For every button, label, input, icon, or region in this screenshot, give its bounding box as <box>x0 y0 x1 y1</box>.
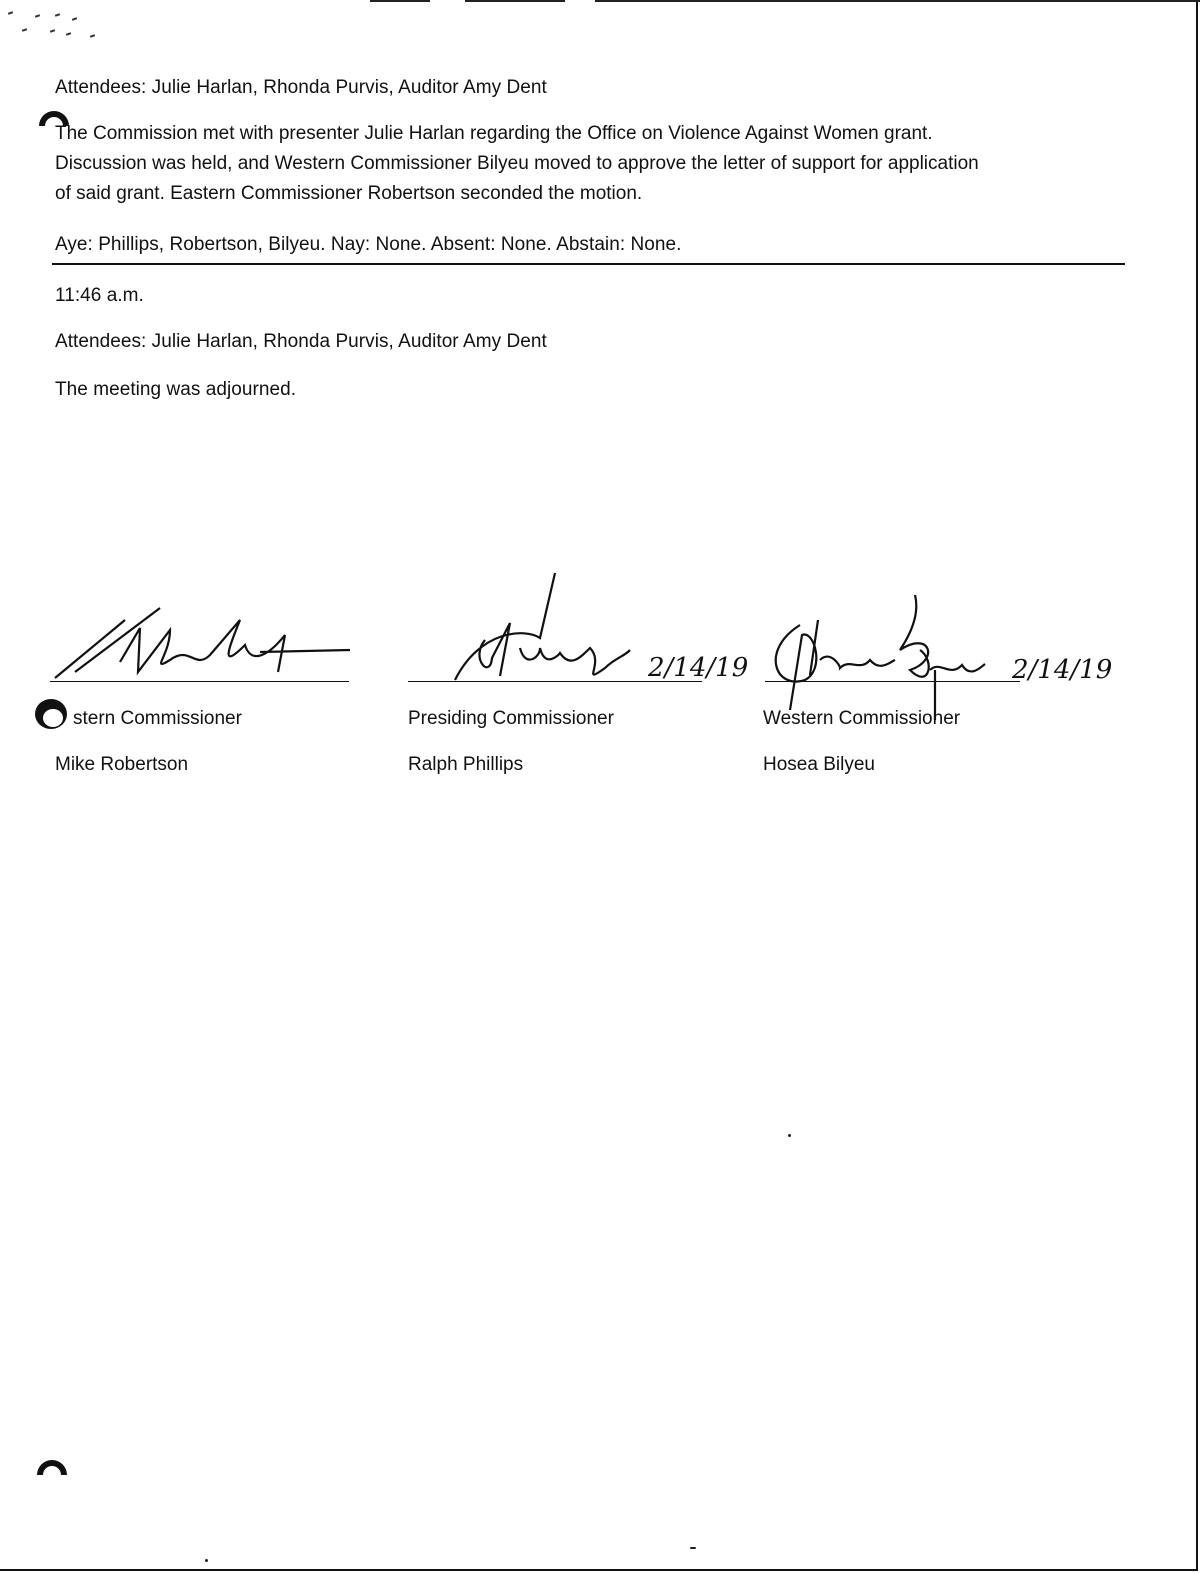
scan-speck <box>205 1559 208 1562</box>
signature-date: 2/14/19 <box>1012 655 1113 685</box>
hole-punch-icon <box>33 696 69 732</box>
attendees-line: Attendees: Julie Harlan, Rhonda Purvis, Auditor Amy Dent <box>55 77 547 98</box>
scan-speck <box>690 1547 696 1549</box>
paragraph-line: The Commission met with presenter Julie Harlan regarding the Office on Violence Against Women grant. <box>55 123 933 144</box>
scan-top-rule <box>465 0 565 2</box>
signature-line <box>50 681 349 682</box>
signature-date: 2/14/19 <box>648 653 749 683</box>
signature-line <box>765 681 1020 682</box>
signature-name: Mike Robertson <box>55 754 189 775</box>
signature-name: Hosea Bilyeu <box>763 754 875 775</box>
paragraph-line: of said grant. Eastern Commissioner Robertson seconded the motion. <box>55 183 643 204</box>
scan-top-rule <box>370 0 430 2</box>
signature-robertson <box>50 600 350 685</box>
signature-name: Ralph Phillips <box>408 754 524 775</box>
signature-title: stern Commissioner <box>73 708 242 729</box>
hole-punch-icon <box>34 1443 70 1479</box>
section-divider <box>52 263 1125 265</box>
hole-punch-icon <box>36 96 72 132</box>
scan-top-rule <box>595 0 1200 2</box>
attendees-line: Attendees: Julie Harlan, Rhonda Purvis, Auditor Amy Dent <box>55 331 547 352</box>
adjourned-statement: The meeting was adjourned. <box>55 379 297 400</box>
signature-line <box>408 681 702 682</box>
scan-speck <box>788 1134 791 1137</box>
paragraph-line: Discussion was held, and Western Commissioner Bilyeu moved to approve the letter of support for application <box>55 153 979 174</box>
meeting-time: 11:46 a.m. <box>55 285 144 306</box>
signature-title: Western Commissioner <box>763 708 961 729</box>
signature-phillips <box>430 568 750 688</box>
minutes-paragraph <box>55 119 1135 209</box>
vote-line: Aye: Phillips, Robertson, Bilyeu. Nay: None. Absent: None. Abstain: None. <box>55 234 682 255</box>
signature-title: Presiding Commissioner <box>408 708 614 729</box>
